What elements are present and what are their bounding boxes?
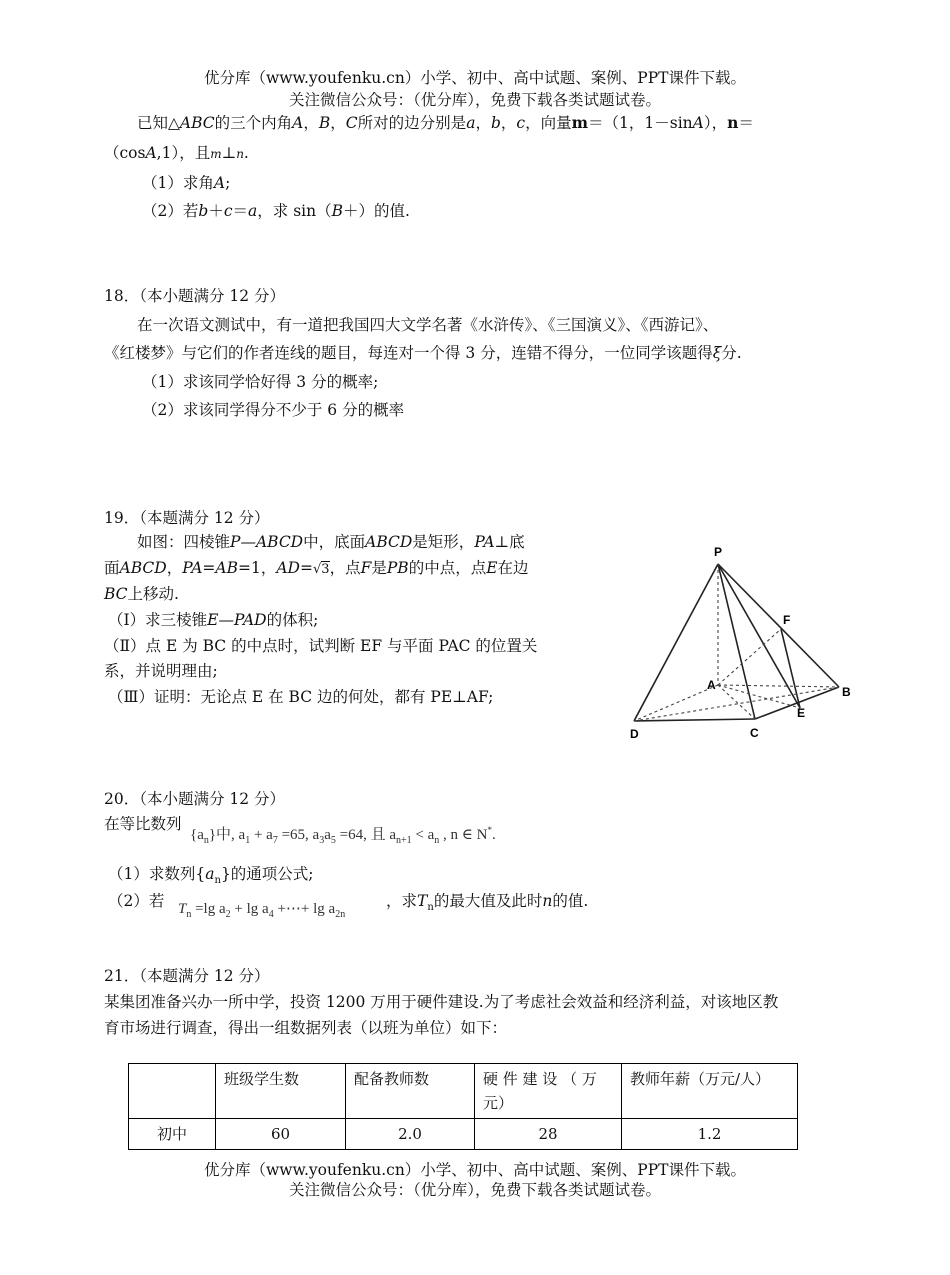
text: ⊥ bbox=[221, 144, 237, 162]
q20-sub-1 bbox=[108, 862, 314, 886]
text: ABCD bbox=[119, 559, 167, 577]
q18-title: 18．（本小题满分 12 分） bbox=[104, 287, 286, 305]
q19-title: 19．（本题满分 12 分） bbox=[104, 509, 270, 527]
text: 面 bbox=[104, 559, 120, 577]
sqrt-symbol: √ bbox=[312, 562, 322, 577]
text: + a bbox=[250, 827, 273, 843]
text: =1， bbox=[238, 559, 277, 577]
table-cell: 60 bbox=[216, 1119, 346, 1150]
text: = bbox=[202, 559, 216, 577]
text: ⊥底 bbox=[494, 533, 525, 551]
text: ,1），且 bbox=[156, 144, 211, 162]
table-header-cell: 配备教师数 bbox=[346, 1064, 475, 1119]
text: T bbox=[178, 901, 187, 917]
text: m bbox=[571, 113, 589, 132]
q21-line-1: 某集团准备兴办一所中学，投资 1200 万用于硬件建设.为了考虑社会效益和经济利益，对该地区教 bbox=[104, 993, 779, 1011]
text: （Ⅰ）求三棱锥 bbox=[108, 611, 208, 629]
q18-sub-1: （1）求该同学恰好得 3 分的概率; bbox=[142, 373, 379, 391]
text: PB bbox=[386, 559, 409, 577]
label-B: B bbox=[842, 685, 851, 699]
text: a bbox=[205, 865, 215, 883]
text: < a bbox=[411, 827, 435, 843]
text: = bbox=[299, 559, 313, 577]
text: ，点 bbox=[329, 559, 361, 577]
text: c bbox=[223, 202, 233, 220]
text: （cos bbox=[104, 144, 146, 162]
table-cell: 28 bbox=[475, 1119, 622, 1150]
footer-line-1: 优分库（www.youfenku.cn）小学、初中、高中试题、案例、PPT课件下载。 bbox=[203, 1161, 747, 1179]
text: 中，底面 bbox=[303, 533, 366, 551]
footer-line-2: 关注微信公众号：（优分库），免费下载各类试题试卷。 bbox=[288, 1181, 661, 1199]
label-D: D bbox=[630, 727, 639, 741]
text: }的通项公式; bbox=[220, 865, 314, 883]
text: 2n bbox=[335, 909, 346, 920]
text: P—ABCD bbox=[230, 533, 304, 551]
q20-sub-2-tail bbox=[386, 889, 588, 913]
q20-sub-2 bbox=[108, 889, 164, 911]
text: ＝ bbox=[232, 202, 249, 220]
q19-sub-1 bbox=[108, 608, 318, 630]
label-C: C bbox=[750, 726, 759, 740]
text: PA bbox=[474, 533, 495, 551]
table-cell: 2.0 bbox=[346, 1119, 475, 1150]
header-line: 硬 件 建 设 （ 万 bbox=[483, 1070, 597, 1088]
table-cell: 1.2 bbox=[622, 1119, 798, 1150]
text: 所对的边分别是 bbox=[357, 114, 467, 132]
q21-line-2: 育市场进行调查，得出一组数据列表（以班为单位）如下： bbox=[104, 1019, 508, 1037]
q20-formula-2 bbox=[178, 899, 345, 920]
text: b bbox=[198, 202, 209, 220]
text: E bbox=[486, 559, 498, 577]
q20-formula-1 bbox=[190, 823, 496, 846]
text: PA bbox=[182, 559, 203, 577]
text: +⋯+ lg a bbox=[273, 901, 336, 917]
label-P: P bbox=[714, 545, 723, 559]
text: ， bbox=[166, 559, 183, 577]
text: n bbox=[214, 875, 221, 886]
text: 5 bbox=[330, 835, 336, 846]
text: 分. bbox=[721, 344, 742, 362]
q18-line-1: 在一次语文测试中，有一道把我国四大文学名著《水浒传》、《三国演义》、《西游记》、 bbox=[137, 316, 719, 334]
q17-sub-2 bbox=[142, 199, 410, 221]
label-E: E bbox=[797, 706, 806, 720]
text: n bbox=[434, 835, 440, 846]
text: a bbox=[324, 827, 331, 843]
text: b bbox=[490, 114, 501, 132]
text: * bbox=[487, 825, 492, 835]
q19-sub-2-line-2: 系，并说明理由; bbox=[104, 662, 218, 680]
header-line-1: 优分库（www.youfenku.cn）小学、初中、高中试题、案例、PPT课件下载。 bbox=[203, 69, 747, 87]
text: ， bbox=[475, 114, 491, 132]
text: ，求 bbox=[386, 892, 418, 910]
text: 2 bbox=[225, 909, 231, 920]
text: ）， bbox=[703, 114, 728, 132]
text: A bbox=[213, 174, 226, 192]
edge-PD bbox=[634, 564, 718, 721]
text: n+1 bbox=[396, 835, 412, 846]
text: 的体积; bbox=[266, 611, 319, 629]
text: n bbox=[427, 902, 434, 913]
text: }中, a bbox=[208, 827, 246, 843]
text: （1）求角 bbox=[142, 174, 214, 192]
q18-sub-2: （2）求该同学得分不少于 6 分的概率 bbox=[142, 401, 405, 419]
text: 的三个内角 bbox=[214, 114, 293, 132]
text: ABC bbox=[179, 114, 215, 132]
text: ，求 sin（ bbox=[257, 202, 332, 220]
text: ＋ bbox=[208, 202, 224, 220]
text: a bbox=[248, 202, 258, 220]
q17-intro-line-1 bbox=[137, 111, 754, 133]
text: m bbox=[210, 147, 222, 161]
q21-title: 21．（本题满分 12 分） bbox=[104, 967, 270, 985]
edge-DC bbox=[634, 719, 755, 721]
text: ，向量 bbox=[525, 114, 572, 132]
edge-DB-hidden bbox=[634, 687, 839, 721]
q20-title: 20．（本小题满分 12 分） bbox=[104, 790, 286, 808]
text: C bbox=[345, 114, 358, 132]
text: 《红楼梦》与它们的作者连线的题目，每连对一个得 3 分，连错不得分，一位同学该题得 bbox=[104, 344, 713, 362]
text: ＋）的值. bbox=[343, 202, 410, 220]
text: 是矩形， bbox=[412, 533, 475, 551]
text: A bbox=[292, 114, 304, 132]
text: =64, 且 a bbox=[335, 827, 397, 843]
text: ， bbox=[500, 114, 517, 132]
text: ; bbox=[225, 174, 231, 192]
text: ， bbox=[303, 114, 319, 132]
text: . bbox=[491, 827, 496, 843]
text: B bbox=[331, 202, 343, 220]
text: ξ bbox=[712, 344, 722, 362]
q19-line-2 bbox=[104, 556, 529, 578]
text: c bbox=[516, 114, 526, 132]
text: , n ∈ N bbox=[439, 827, 488, 843]
table-cell: 初中 bbox=[129, 1119, 216, 1150]
edge-PE bbox=[718, 564, 800, 708]
text: A bbox=[145, 144, 157, 162]
q20-line-1: 在等比数列 bbox=[104, 815, 182, 833]
text: （2）若 bbox=[142, 202, 199, 220]
q17-sub-1 bbox=[142, 171, 230, 193]
text: ＝ bbox=[738, 114, 754, 132]
text: E—PAD bbox=[207, 611, 267, 629]
text: B bbox=[318, 114, 331, 132]
text: 7 bbox=[272, 835, 278, 846]
table-header-cell: 班级学生数 bbox=[216, 1064, 346, 1119]
edge-AD-hidden bbox=[634, 685, 718, 721]
table-header-cell: 教师年薪（万元/人） bbox=[622, 1064, 798, 1119]
sqrt-radicand: 3 bbox=[321, 562, 330, 577]
text: 的值. bbox=[552, 892, 589, 910]
table-row bbox=[129, 1119, 798, 1150]
text: n bbox=[203, 835, 209, 846]
text: 上移动. bbox=[127, 585, 179, 603]
text: （1）求数列{ bbox=[108, 865, 206, 883]
text: 1 bbox=[245, 835, 251, 846]
text: ABCD bbox=[365, 533, 413, 551]
text: T bbox=[417, 892, 428, 910]
q18-line-2 bbox=[104, 341, 742, 363]
edge-PC bbox=[718, 564, 755, 719]
table-header-cell bbox=[129, 1064, 216, 1119]
text: 3 bbox=[319, 835, 325, 846]
text: n bbox=[186, 909, 192, 920]
text: 如图：四棱锥 bbox=[137, 533, 231, 551]
text: =lg a bbox=[191, 901, 226, 917]
text: （2）若 bbox=[108, 892, 165, 910]
text: BC bbox=[104, 585, 128, 603]
text: AD bbox=[276, 559, 300, 577]
text: a bbox=[466, 114, 476, 132]
label-A: A bbox=[707, 678, 716, 692]
text: 是 bbox=[371, 559, 387, 577]
school-data-table bbox=[128, 1063, 798, 1150]
text: AB bbox=[215, 559, 238, 577]
q17-intro-line-2 bbox=[104, 141, 249, 163]
pyramid-figure bbox=[620, 540, 860, 745]
q19-line-3 bbox=[104, 582, 179, 604]
text: ＝（1，1－sin bbox=[588, 114, 693, 132]
text: A bbox=[692, 114, 704, 132]
edge-AB-hidden bbox=[718, 685, 839, 687]
text: 在边 bbox=[497, 559, 529, 577]
text: 的中点，点 bbox=[408, 559, 487, 577]
text: n bbox=[727, 113, 739, 132]
text: + lg a bbox=[230, 901, 269, 917]
text: . bbox=[243, 144, 249, 162]
q19-line-1 bbox=[137, 530, 525, 552]
q19-sub-2-line-1: （Ⅱ）点 E 为 BC 的中点时，试判断 EF 与平面 PAC 的位置关 bbox=[104, 637, 538, 655]
text: =65, a bbox=[277, 827, 320, 843]
text: n bbox=[236, 147, 244, 161]
text: ， bbox=[330, 114, 346, 132]
text: {a bbox=[190, 827, 204, 843]
text: n bbox=[542, 892, 553, 910]
table-header-row bbox=[129, 1064, 798, 1119]
text: 已知△ bbox=[137, 114, 180, 132]
table-header-cell bbox=[475, 1064, 622, 1119]
label-F: F bbox=[783, 613, 791, 627]
text: 4 bbox=[268, 909, 274, 920]
q19-sub-3: （Ⅲ）证明：无论点 E 在 BC 边的何处，都有 PE⊥AF; bbox=[108, 688, 494, 706]
text: 的最大值及此时 bbox=[433, 892, 543, 910]
header-line: 元） bbox=[483, 1094, 514, 1112]
header-line-2: 关注微信公众号：（优分库），免费下载各类试题试卷。 bbox=[288, 91, 661, 109]
text: F bbox=[360, 559, 372, 577]
